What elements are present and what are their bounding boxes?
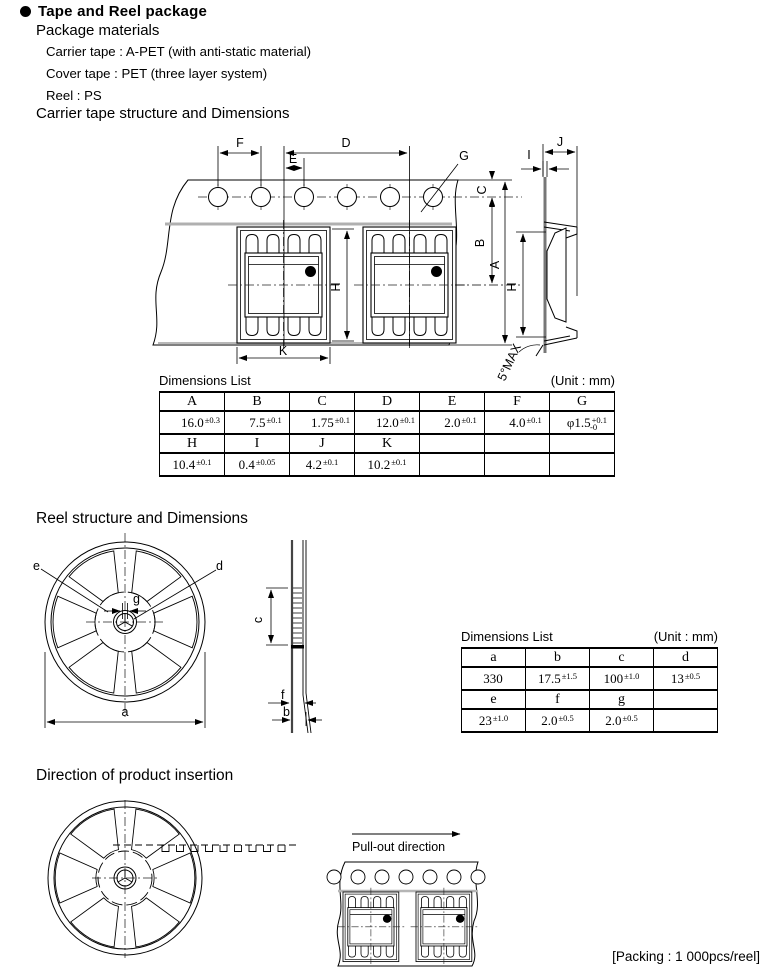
angle-note: 5°MAX xyxy=(494,341,524,383)
dim-label-b: b xyxy=(283,705,290,719)
value-cell: $7.5^{\pm 0.1}$ xyxy=(225,411,290,434)
value-cell: 330 xyxy=(462,667,526,690)
dim-label-e: e xyxy=(33,559,40,573)
reel-dim-labels xyxy=(33,559,290,719)
header-cell xyxy=(654,690,718,709)
value-cell: $\varphi 1.5^{+0.1}_{-0}$ xyxy=(550,411,615,434)
table-row xyxy=(160,411,615,434)
bullet-icon xyxy=(20,6,31,17)
header-cell: f xyxy=(526,690,590,709)
value-cell: $4.0^{\pm 0.1}$ xyxy=(485,411,550,434)
value-cell: $4.2^{\pm 0.1}$ xyxy=(290,453,355,476)
carrier-dimensions-table-block xyxy=(159,373,615,477)
header-cell xyxy=(550,434,615,453)
value-cell xyxy=(654,709,718,732)
value-cell: $2.0^{\pm 0.5}$ xyxy=(590,709,654,732)
reel-section-heading: Reel structure and Dimensions xyxy=(36,510,248,527)
value-cell: $2.0^{\pm 0.5}$ xyxy=(526,709,590,732)
dim-label-c: c xyxy=(251,616,265,624)
insertion-tape-strip xyxy=(327,834,485,966)
table-title: Dimensions List xyxy=(461,629,553,644)
header-cell: E xyxy=(420,392,485,411)
header-cell: G xyxy=(550,392,615,411)
value-cell: $10.2^{\pm 0.1}$ xyxy=(355,453,420,476)
insertion-reel xyxy=(48,800,298,958)
value-cell xyxy=(485,453,550,476)
dim-label-D: D xyxy=(341,136,351,150)
header-cell xyxy=(485,434,550,453)
material-line: Carrier tape : A-PET (with anti-static material) xyxy=(46,44,312,59)
value-cell: $23^{\pm 1.0}$ xyxy=(462,709,526,732)
reel-dimensions-table-block xyxy=(461,629,718,733)
value-cell: $17.5^{\pm 1.5}$ xyxy=(526,667,590,690)
pullout-direction-label: Pull-out direction xyxy=(352,840,446,854)
page-title: Tape and Reel package xyxy=(38,3,207,20)
dim-label-C: C xyxy=(475,185,489,195)
value-cell: $16.0^{\pm 0.3}$ xyxy=(160,411,225,434)
tape-pocket-1 xyxy=(228,220,339,350)
page-title-row xyxy=(20,3,207,20)
value-cell: $12.0^{\pm 0.1}$ xyxy=(355,411,420,434)
dim-label-H: H xyxy=(329,282,343,292)
dim-label-B: B xyxy=(473,238,487,248)
value-cell: $0.4^{\pm 0.05}$ xyxy=(225,453,290,476)
dim-label-f: f xyxy=(281,688,285,702)
header-cell: b xyxy=(526,648,590,667)
insertion-section-heading: Direction of product insertion xyxy=(36,767,234,784)
packing-note: [Packing : 1 000pcs/reel] xyxy=(612,949,760,964)
header-cell: H xyxy=(160,434,225,453)
insertion-diagram xyxy=(20,798,500,979)
header-cell: e xyxy=(462,690,526,709)
reel-dimensions-table xyxy=(461,647,718,733)
dim-label-G: G xyxy=(459,149,469,163)
header-cell: A xyxy=(160,392,225,411)
tape-pocket-1 xyxy=(338,888,405,966)
material-line: Cover tape : PET (three layer system) xyxy=(46,66,268,81)
carrier-section-heading: Carrier tape structure and Dimensions xyxy=(36,105,290,122)
header-cell: F xyxy=(485,392,550,411)
header-cell: d xyxy=(654,648,718,667)
carrier-side-view xyxy=(516,144,577,356)
header-cell xyxy=(420,434,485,453)
material-line: Reel : PS xyxy=(46,88,102,103)
dim-label-a: a xyxy=(121,705,129,719)
value-cell xyxy=(550,453,615,476)
table-row xyxy=(160,392,615,411)
table-row xyxy=(462,667,718,690)
dim-label-E: E xyxy=(288,152,298,166)
table-row xyxy=(462,690,718,709)
dim-label-H-side: H xyxy=(505,282,519,292)
value-cell: $10.4^{\pm 0.1}$ xyxy=(160,453,225,476)
header-cell: J xyxy=(290,434,355,453)
value-cell: $2.0^{\pm 0.1}$ xyxy=(420,411,485,434)
table-caption xyxy=(461,629,718,644)
package-materials-heading: Package materials xyxy=(36,22,160,39)
dim-label-d: d xyxy=(216,559,223,573)
header-cell: B xyxy=(225,392,290,411)
table-row xyxy=(160,434,615,453)
carrier-dimensions-table xyxy=(159,391,615,477)
value-cell xyxy=(420,453,485,476)
dim-label-J: J xyxy=(556,135,564,149)
reel-side-view xyxy=(266,540,322,733)
header-cell: D xyxy=(355,392,420,411)
header-cell: C xyxy=(290,392,355,411)
dim-label-A: A xyxy=(488,260,502,270)
tape-pocket-2 xyxy=(411,888,478,966)
header-cell: I xyxy=(225,434,290,453)
dim-label-K: K xyxy=(278,344,288,358)
header-cell: a xyxy=(462,648,526,667)
header-cell: g xyxy=(590,690,654,709)
value-cell: $13^{\pm 0.5}$ xyxy=(654,667,718,690)
table-row xyxy=(160,453,615,476)
table-unit: (Unit : mm) xyxy=(550,373,615,388)
table-unit: (Unit : mm) xyxy=(653,629,718,644)
table-row xyxy=(462,709,718,732)
reel-front-view xyxy=(41,533,216,728)
dim-label-I: I xyxy=(527,148,531,162)
value-cell: $1.75^{\pm 0.1}$ xyxy=(290,411,355,434)
value-cell: $100^{\pm 1.0}$ xyxy=(590,667,654,690)
reel-diagram xyxy=(20,530,330,740)
header-cell: K xyxy=(355,434,420,453)
table-caption xyxy=(159,373,615,388)
dim-label-g: g xyxy=(133,592,140,606)
table-title: Dimensions List xyxy=(159,373,251,388)
table-row xyxy=(462,648,718,667)
dim-label-F: F xyxy=(236,136,244,150)
header-cell: c xyxy=(590,648,654,667)
